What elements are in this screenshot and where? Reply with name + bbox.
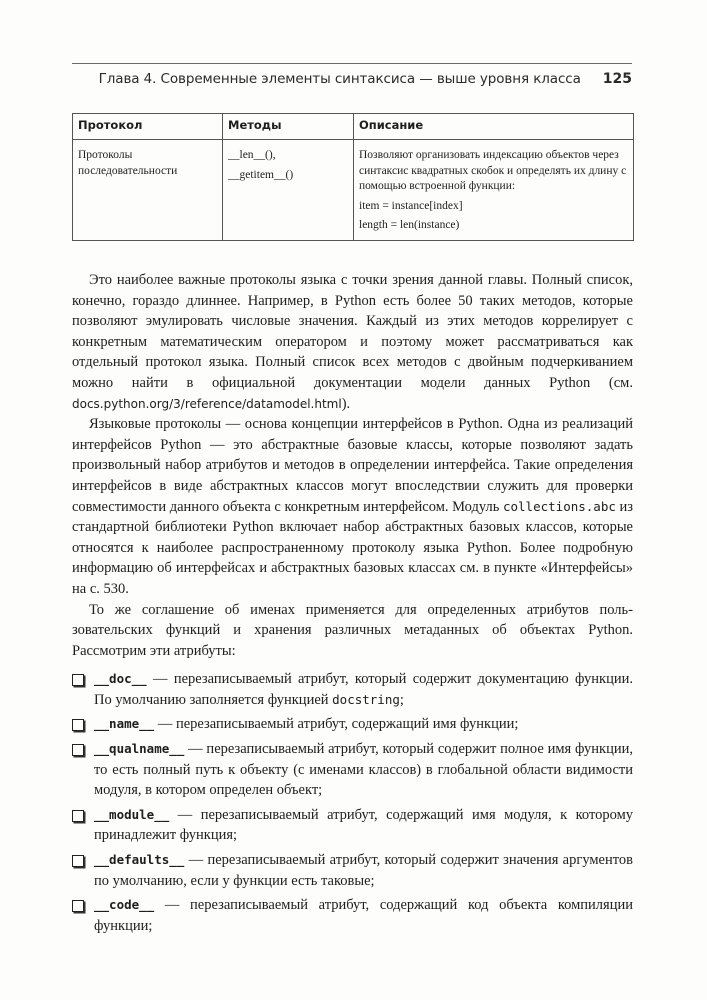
attr-name: __doc__: [94, 671, 147, 687]
attr-name: __name__: [94, 716, 155, 732]
cell-methods: [223, 140, 354, 241]
method-getitem: __getitem__(): [228, 168, 294, 181]
attr-tail: ;: [399, 691, 404, 708]
list-item: [72, 739, 633, 801]
header-rule: [72, 63, 632, 64]
running-head: [72, 71, 632, 87]
example-item: item = instance[index]: [359, 199, 463, 212]
example-length: length = len(instance): [359, 219, 460, 231]
attribute-list: [72, 669, 633, 936]
paragraph-3: То же соглашение об именах применяется для определенных атрибутов пользовательских функций и хранения различных метаданных об объектах Python. Рассмотрим эти атрибуты:: [72, 601, 633, 659]
attr-text: — перезаписываемый атрибут, содержащий код объекта компиляции функции;: [94, 897, 633, 934]
paragraph-2-text-b: из стандартной библиотеки Python включает набор абстрактных базовых классов, которые относятся к наиболее распространенному протоколу языка Python. Более подробную информацию об интерфейсах и абстрактных базовых классах см. в пункте «Интерфейсы» на с. 530.: [72, 498, 633, 597]
attr-text: — перезаписываемый атрибут, который содержит значения аргументов по умолчанию, если у функции есть таковые;: [94, 852, 633, 889]
attr-name: __defaults__: [94, 852, 185, 868]
attr-text: — перезаписываемый атрибут, который содержит полное имя функции, то есть полный путь к объекту (с именами классов) в глобальной области видимости модуля, в котором определен объект;: [94, 741, 633, 799]
attr-text: — перезаписываемый атрибут, содержащий имя функции;: [154, 716, 519, 733]
header-protocol: Протокол: [73, 114, 223, 140]
list-item: [72, 805, 633, 846]
attr-text: — перезаписываемый атрибут, содержащий имя модуля, к которому принадлежит функция;: [94, 806, 633, 844]
table-row: [73, 140, 634, 241]
page-number: 125: [602, 71, 632, 87]
list-item: [72, 669, 633, 710]
cell-protocol: Протоколы последовательности: [73, 140, 223, 241]
checkbox-icon: [72, 674, 84, 686]
list-item: [72, 895, 633, 936]
method-len: __len__(),: [228, 149, 276, 161]
docstring-code: docstring: [332, 691, 400, 707]
cell-description: [354, 140, 634, 241]
description-text: Позволяют организовать индексацию объектов через синтаксис квадратных скобок и определять их длину с помощью встроенной функции:: [359, 149, 627, 192]
paragraph-2-text-a: Языковые протоколы — основа концепции интерфейсов в Python. Одна из реализаций интерфейсов Python — это абстрактные базовые классы, которые позволяют задать произвольный набор атрибутов и методов в определении интерфейса. Такие определения интерфейсов в виде абстрактных классов могут впоследствии служить для проверки совместимости данного объекта с конкретным интерфейсом. Модуль: [72, 416, 633, 515]
header-methods: Методы: [223, 114, 354, 140]
paragraph-2: [72, 414, 633, 599]
header-description: Описание: [354, 114, 634, 140]
link-prefix: (см.: [608, 374, 633, 391]
paragraph-1: [72, 270, 633, 414]
link-suffix: ).: [341, 395, 351, 412]
table-header-row: [73, 114, 634, 140]
attr-text: — перезаписываемый атрибут, который содержит документацию функции. По умолчанию заполняется функцией: [94, 671, 633, 708]
protocol-table: [72, 113, 634, 241]
list-item: [72, 850, 633, 891]
collections-abc-code: collections.abc: [502, 498, 616, 514]
checkbox-icon: [72, 810, 84, 822]
attr-name: __code__: [94, 897, 155, 913]
attr-name: __module__: [94, 806, 170, 822]
docs-link[interactable]: docs.python.org/3/reference/datamodel.html: [72, 396, 342, 411]
checkbox-icon: [72, 744, 84, 756]
list-item: [72, 714, 633, 735]
chapter-title: Глава 4. Современные элементы синтаксиса — выше уровня класса: [98, 71, 581, 87]
body-text: [72, 270, 633, 940]
paragraph-1-text: Это наиболее важные протоколы языка с точки зрения данной главы. Полный список, конечно, гораздо длиннее. Например, в Python есть более 50 таких методов, которые позволяют эмулировать числовые значения. Каждый из этих методов коррелирует с конкретным математическим оператором и поэтому может рассматриваться как отдельный протокол языка. Полный список всех методов с двойным подчеркиванием можно найти в официальной документации модели данных Python: [72, 272, 633, 391]
checkbox-icon: [72, 855, 84, 867]
checkbox-icon: [72, 900, 84, 912]
checkbox-icon: [72, 719, 84, 731]
attr-name: __qualname__: [94, 741, 185, 757]
